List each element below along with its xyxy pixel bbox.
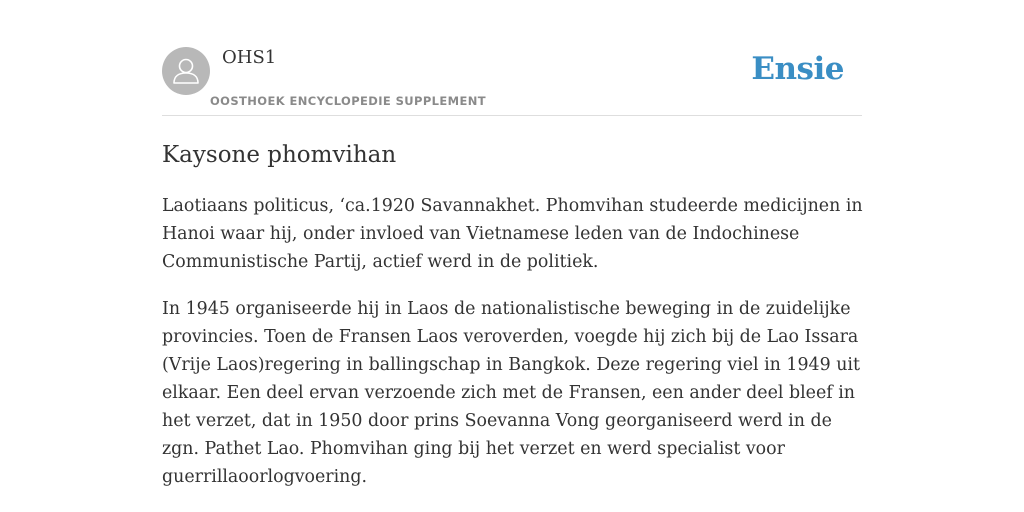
article-paragraph: In 1945 organiseerde hij in Laos de nationalistische beweging in de zuidelijke provincies. Toen de Fransen Laos veroverden, voegde hij zich bij de Lao Issara (Vrije Laos)regering in ballingschap in Bangkok. Deze regering viel in 1949 uit elkaar. Een deel ervan verzoende zich met de Fransen, een ander deel bleef in het verzet, dat in 1950 door prins Soevanna Vong georganiseerd werd in de zgn. Pathet Lao. Phomvihan ging bij het verzet en werd specialist voor guerrillaoorlogvoering. <box>162 299 860 487</box>
avatar[interactable] <box>162 47 210 95</box>
article-body <box>162 192 868 510</box>
source-subtitle: OOSTHOEK ENCYCLOPEDIE SUPPLEMENT <box>210 94 487 108</box>
brand-logo[interactable]: Ensie <box>751 51 844 87</box>
user-icon <box>162 47 210 95</box>
source-name-link[interactable]: OHS1 <box>222 47 277 68</box>
source-header <box>162 45 862 116</box>
article-title: Kaysone phomvihan <box>162 142 397 168</box>
article-paragraph: Laotiaans politicus, ‘ca.1920 Savannakhet. Phomvihan studeerde medicijnen in Hanoi waar hij, onder invloed van Vietnamese leden van de Indochinese Communistische Partij, actief werd in de politiek. <box>162 196 863 272</box>
